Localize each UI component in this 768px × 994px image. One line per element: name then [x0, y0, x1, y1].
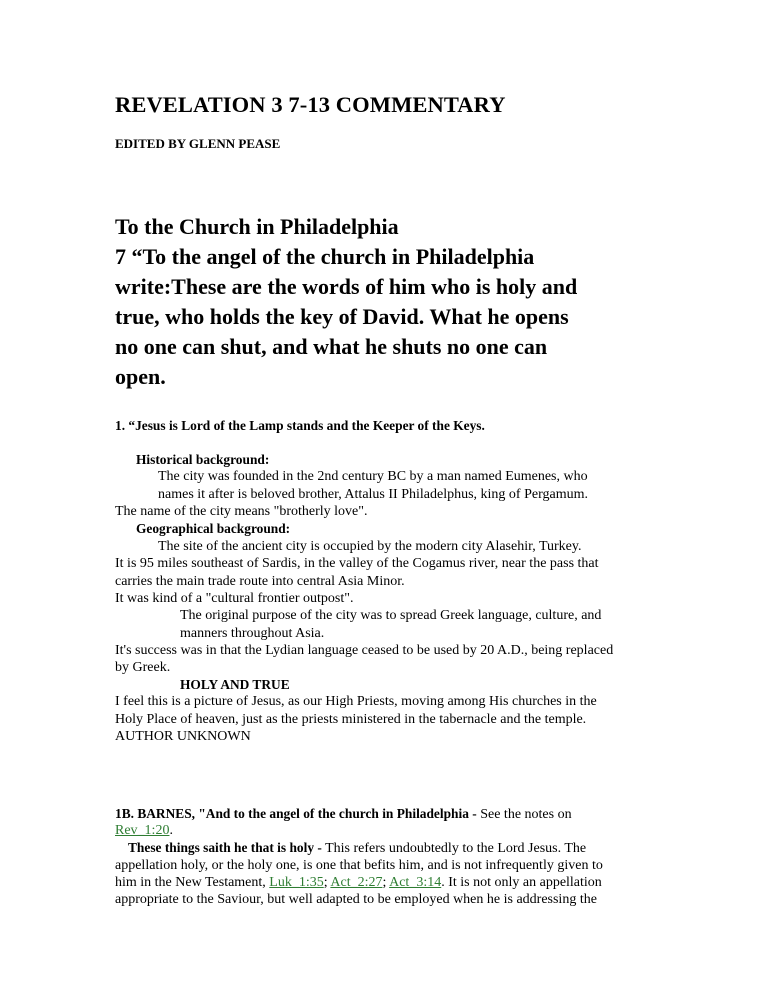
scripture-line: no one can shut, and what he shuts no one can — [115, 334, 548, 359]
editor-credit: EDITED BY GLENN PEASE — [115, 136, 281, 151]
barnes-line — [115, 806, 572, 823]
body-line: The city was founded in the 2nd century BC by a man named Eumenes, who — [158, 469, 588, 484]
body-line: manners throughout Asia. — [180, 626, 325, 641]
page-title: REVELATION 3 7-13 COMMENTARY — [115, 92, 506, 117]
barnes-line: appropriate to the Saviour, but well adapted to be employed when he is addressing the — [115, 892, 597, 907]
scripture-line: true, who holds the key of David. What he opens — [115, 304, 569, 329]
ref-link-act-3[interactable]: Act_3:14 — [389, 875, 442, 890]
barnes-text: him in the New Testament, — [115, 875, 270, 890]
barnes-lead: 1B. BARNES, "And to the angel of the church in Philadelphia - — [115, 806, 477, 821]
barnes-bold: These things saith he that is holy - — [128, 840, 322, 855]
ref-link-luk[interactable]: Luk_1:35 — [269, 875, 324, 890]
body-line: I feel this is a picture of Jesus, as our High Priests, moving among His churches in the — [115, 694, 597, 709]
barnes-line — [128, 840, 586, 857]
barnes-line — [115, 823, 173, 839]
section-heading: 1. “Jesus is Lord of the Lamp stands and the Keeper of the Keys. — [115, 418, 485, 433]
barnes-lead-rest: See the notes on — [476, 807, 572, 822]
body-line: It is 95 miles southeast of Sardis, in the valley of the Cogamus river, near the pass that — [115, 556, 599, 571]
author-line: AUTHOR UNKNOWN — [115, 729, 251, 744]
holy-true-label: HOLY AND TRUE — [180, 677, 290, 692]
scripture-line: 7 “To the angel of the church in Philadelphia — [115, 244, 535, 269]
barnes-text: This refers undoubtedly to the Lord Jesus. The — [321, 841, 587, 856]
scripture-heading: To the Church in Philadelphia — [115, 214, 399, 239]
separator: ; — [382, 875, 390, 890]
barnes-text: . It is not only an appellation — [441, 875, 602, 890]
geographical-label: Geographical background: — [136, 521, 291, 536]
body-line: It was kind of a "cultural frontier outpost". — [115, 591, 354, 606]
barnes-line — [115, 875, 602, 891]
body-line: carries the main trade route into central Asia Minor. — [115, 574, 405, 589]
body-line: It's success was in that the Lydian language ceased to be used by 20 A.D., being replaced — [115, 643, 614, 658]
body-line: The original purpose of the city was to spread Greek language, culture, and — [180, 608, 602, 623]
body-line: names it after is beloved brother, Attalus II Philadelphus, king of Pergamum. — [158, 487, 588, 502]
body-line: by Greek. — [115, 660, 171, 675]
ref-link-act-2[interactable]: Act_2:27 — [330, 875, 383, 890]
separator: ; — [323, 875, 331, 890]
scripture-line: open. — [115, 364, 166, 389]
body-line: The name of the city means "brotherly love". — [115, 504, 368, 519]
ref-link-rev[interactable]: Rev_1:20 — [115, 823, 170, 838]
barnes-line: appellation holy, or the holy one, is one that befits him, and is not infrequently given to — [115, 858, 603, 873]
punctuation: . — [169, 823, 173, 838]
historical-label: Historical background: — [136, 452, 270, 467]
scripture-line: write:These are the words of him who is holy and — [115, 274, 578, 299]
body-line: Holy Place of heaven, just as the priests ministered in the tabernacle and the temple. — [115, 712, 587, 727]
body-line: The site of the ancient city is occupied by the modern city Alasehir, Turkey. — [158, 539, 582, 554]
